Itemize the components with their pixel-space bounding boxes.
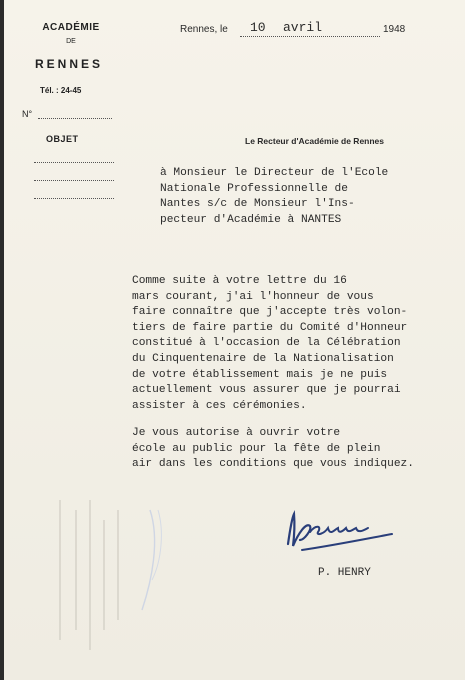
sender-title: Le Recteur d'Académie de Rennes — [245, 136, 385, 146]
date-prefix: Rennes, le — [180, 24, 228, 35]
letterhead-city: RENNES — [34, 57, 103, 71]
reference-number-line — [38, 118, 112, 119]
letterhead-de: DE — [66, 38, 76, 45]
date-line — [240, 36, 380, 37]
letterhead-telephone: Tél. : 24-45 — [40, 86, 82, 95]
body-paragraph-1: Comme suite à votre lettre du 16 mars courant, j'ai l'honneur de vous faire connaître que j'accepte très volon- tiers de faire partie du Comité d'Honneur constitué à l'occasion de la Célébration du Cinquentenaire de la Nationalisation de votre établissement mais je ne puis actuellement vous assurer que je pourrai assister à ces cérémonies. — [132, 275, 408, 412]
reference-number-label: N° — [22, 109, 33, 119]
subject-line-3 — [34, 198, 114, 199]
handwritten-signature — [280, 500, 400, 560]
subject-line-1 — [34, 162, 114, 163]
date-day: 10 — [250, 20, 266, 35]
date-year: 1948 — [383, 24, 406, 35]
body-paragraph-2: Je vous autorise à ouvrir votre école au public pour la fête de plein air dans les conditions que vous indiquez. — [132, 427, 414, 471]
recipient-address: à Monsieur le Directeur de l'Ecole Nationale Professionnelle de Nantes s/c de Monsieur l'Ins- pecteur d'Académie à NANTES — [160, 167, 389, 226]
scan-edge — [0, 0, 4, 680]
subject-label: OBJET — [46, 134, 79, 144]
subject-line-2 — [34, 180, 114, 181]
date-month: avril — [283, 20, 323, 35]
typed-signature: P. HENRY — [318, 567, 371, 579]
letterhead-institution: ACADÉMIE — [42, 22, 100, 33]
reverse-side-bleed — [40, 480, 240, 660]
